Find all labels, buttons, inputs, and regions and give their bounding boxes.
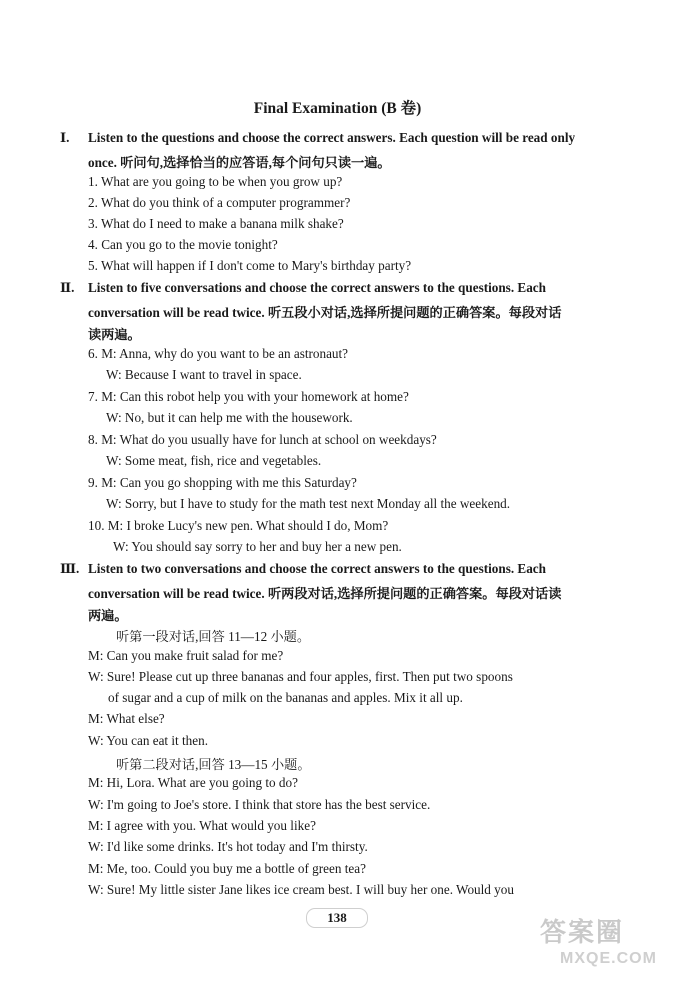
dialogue-line: W: Sure! My little sister Jane likes ice cream best. I will buy her one. Would you <box>88 882 514 897</box>
dialogue-line: W: I'd like some drinks. It's hot today and I'm thirsty. <box>88 839 368 854</box>
section-1-instruction-line-2: once. 听问句,选择恰当的应答语,每个问句只读一遍。 <box>88 155 391 170</box>
dialogue-line: W: I'm going to Joe's store. I think that store has the best service. <box>88 797 431 812</box>
dialogue-line: W: No, but it can help me with the housework. <box>106 410 353 425</box>
section-2-instruction-line-3: 读两遍。 <box>88 327 141 342</box>
page-number: 138 <box>306 908 368 928</box>
dialogue-line: M: Can you make fruit salad for me? <box>88 648 284 663</box>
question-item: 2. What do you think of a computer programmer? <box>88 195 351 210</box>
section-1-numeral: Ⅰ. <box>60 130 70 145</box>
watermark-url: MXQE.COM <box>560 950 657 967</box>
dialogue-line: 6. M: Anna, why do you want to be an astronaut? <box>88 346 349 361</box>
question-item: 3. What do I need to make a banana milk shake? <box>88 216 344 231</box>
dialogue-line: 9. M: Can you go shopping with me this Saturday? <box>88 475 357 490</box>
dialogue-line: W: Some meat, fish, rice and vegetables. <box>106 453 322 468</box>
dialogue-line: 10. M: I broke Lucy's new pen. What should I do, Mom? <box>88 518 389 533</box>
dialogue-line: W: You should say sorry to her and buy her a new pen. <box>113 539 402 554</box>
dialogue-line: W: Sure! Please cut up three bananas and four apples, first. Then put two spoons <box>88 669 513 684</box>
dialogue-line: M: What else? <box>88 711 165 726</box>
dialogue-line: W: Sorry, but I have to study for the math test next Monday all the weekend. <box>106 496 511 511</box>
dialogue-line: M: I agree with you. What would you like? <box>88 818 316 833</box>
section-3-instruction-line-2: conversation will be read twice. 听两段对话,选择所提问题的正确答案。每段对话读 <box>88 586 562 601</box>
section-2-instruction-line-1: Ⅱ. Listen to five conversations and choose the correct answers to the questions. Each <box>60 280 546 295</box>
section-1-instruction-line-1: Ⅰ. Listen to the questions and choose the correct answers. Each question will be read only <box>60 130 576 145</box>
section-2-numeral: Ⅱ. <box>60 280 75 295</box>
dialogue-line: 7. M: Can this robot help you with your homework at home? <box>88 389 409 404</box>
dialogue-line: M: Me, too. Could you buy me a bottle of green tea? <box>88 861 366 876</box>
dialogue-line: M: Hi, Lora. What are you going to do? <box>88 775 298 790</box>
watermark-logo: 答案圈 <box>540 918 625 947</box>
conversation-heading: 听第二段对话,回答 13—15 小题。 <box>116 757 311 772</box>
dialogue-line: W: You can eat it then. <box>88 733 209 748</box>
section-3-instruction-line-1: Ⅲ. Listen to two conversations and choose the correct answers to the questions. Each <box>60 561 546 576</box>
dialogue-line: of sugar and a cup of milk on the bananas and apples. Mix it all up. <box>108 690 463 705</box>
dialogue-line: W: Because I want to travel in space. <box>106 367 302 382</box>
section-2-instruction-line-2: conversation will be read twice. 听五段小对话,选择所提问题的正确答案。每段对话 <box>88 305 562 320</box>
page-title: Final Examination (B 卷) <box>253 100 422 117</box>
question-item: 5. What will happen if I don't come to Mary's birthday party? <box>88 258 412 273</box>
dialogue-line: 8. M: What do you usually have for lunch at school on weekdays? <box>88 432 437 447</box>
section-3-numeral: Ⅲ. <box>60 561 80 576</box>
section-3-instruction-line-3: 两遍。 <box>88 608 128 623</box>
conversation-heading: 听第一段对话,回答 11—12 小题。 <box>116 629 311 644</box>
question-item: 4. Can you go to the movie tonight? <box>88 237 278 252</box>
question-item: 1. What are you going to be when you grow up? <box>88 174 343 189</box>
